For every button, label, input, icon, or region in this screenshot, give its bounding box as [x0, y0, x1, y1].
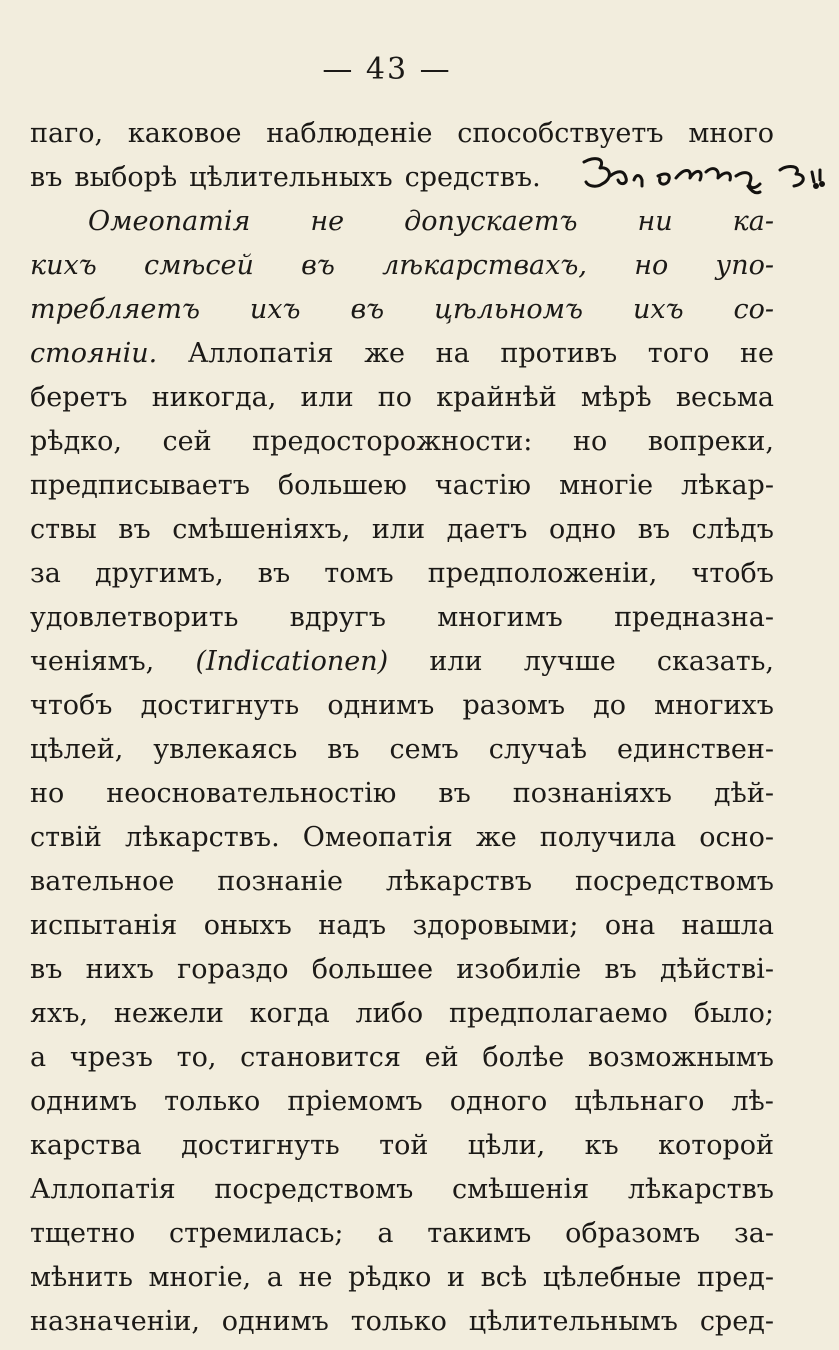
word: цѣлей, — [30, 734, 124, 765]
word: а — [30, 1042, 47, 1073]
word: дѣй- — [713, 778, 774, 809]
text-line — [30, 948, 774, 992]
text-line — [30, 1080, 774, 1124]
word: нихъ — [85, 954, 154, 985]
word: дѣйстві- — [660, 954, 774, 985]
word: ченіямъ, — [30, 646, 155, 677]
word: лѣкарствъ — [385, 866, 533, 897]
word: крайнѣй — [436, 382, 557, 413]
word: гораздо — [177, 954, 289, 985]
word: одно — [549, 514, 617, 545]
word: всѣ — [480, 1262, 528, 1293]
word: нашла — [681, 910, 774, 941]
word: однимъ — [221, 1306, 329, 1337]
word: лѣкарствъ — [627, 1174, 774, 1205]
word: вопреки, — [647, 426, 774, 457]
word: стояніи. — [30, 338, 158, 369]
word: только — [164, 1086, 261, 1117]
text-line — [30, 1036, 774, 1080]
word: либо — [355, 998, 424, 1029]
word: но — [572, 426, 608, 457]
word: даетъ — [446, 514, 528, 545]
word: здоровыми; — [412, 910, 579, 941]
word: способствуетъ — [457, 118, 664, 149]
word: Аллопатія — [187, 338, 334, 369]
word: допускаетъ — [404, 206, 578, 237]
word: вдругъ — [289, 602, 386, 633]
word: тщетно — [30, 1218, 136, 1249]
word: много — [688, 118, 774, 149]
text-line — [30, 464, 774, 508]
word: предположеніи, — [427, 558, 658, 589]
word: по — [377, 382, 413, 413]
word: выборѣ — [74, 162, 178, 193]
word: чтобъ — [691, 558, 774, 589]
word: сред- — [699, 1306, 774, 1337]
text-line — [30, 640, 774, 684]
word: же — [475, 822, 517, 853]
word: и — [447, 1262, 465, 1293]
word: достигнуть — [181, 1130, 340, 1161]
word: же — [364, 338, 406, 369]
text-line — [30, 772, 774, 816]
word: въ — [604, 954, 637, 985]
text-line — [30, 728, 774, 772]
text-line — [30, 1168, 774, 1212]
word: другимъ, — [94, 558, 224, 589]
word: предписываетъ — [30, 470, 250, 501]
word: однимъ — [327, 690, 435, 721]
word: ни — [637, 206, 673, 237]
word: за- — [734, 1218, 774, 1249]
word: то, — [176, 1042, 217, 1073]
word: познаніяхъ — [512, 778, 672, 809]
word: ихъ — [632, 294, 684, 325]
word: образомъ — [565, 1218, 701, 1249]
word: смѣсей — [144, 250, 254, 281]
word: цѣлительныхъ — [189, 162, 393, 193]
word: оныхъ — [203, 910, 292, 941]
text-line — [30, 1300, 774, 1344]
word: смѣшенія — [452, 1174, 590, 1205]
word: къ — [584, 1130, 619, 1161]
word: ка- — [732, 206, 774, 237]
word: пред- — [696, 1262, 774, 1293]
word: ихъ — [249, 294, 301, 325]
word: она — [604, 910, 656, 941]
word: средствъ. — [404, 162, 541, 193]
text-line — [30, 992, 774, 1036]
word: одного — [449, 1086, 548, 1117]
word: частію — [434, 470, 532, 501]
word: требляетъ — [30, 294, 200, 325]
word: вательное — [30, 866, 175, 897]
word: большею — [277, 470, 407, 501]
word: лѣкар- — [681, 470, 774, 501]
word: въ — [350, 294, 385, 325]
word: только — [350, 1306, 447, 1337]
word: получила — [539, 822, 677, 853]
word: многіе — [559, 470, 654, 501]
word: удовлетворить — [30, 602, 239, 633]
text-line — [30, 288, 774, 332]
word: яхъ, — [30, 998, 89, 1029]
text-line — [30, 508, 774, 552]
word: Омеопатія — [88, 206, 251, 237]
word: слѣдъ — [691, 514, 774, 545]
text-line — [30, 1212, 774, 1256]
text-line — [30, 684, 774, 728]
text-line — [30, 1124, 774, 1168]
word: никогда, — [151, 382, 277, 413]
word: нежели — [113, 998, 224, 1029]
body-text — [30, 112, 774, 1344]
word: въ — [637, 514, 671, 545]
word: ей — [424, 1042, 459, 1073]
word: на — [435, 338, 470, 369]
word: предосторожности: — [252, 426, 533, 457]
word: многіе, — [148, 1262, 252, 1293]
word: кихъ — [30, 250, 97, 281]
text-line — [30, 596, 774, 640]
word: лѣкарствахъ, — [382, 250, 587, 281]
word: Аллопатія — [30, 1174, 176, 1205]
word: а — [266, 1262, 283, 1293]
word: познаніе — [217, 866, 343, 897]
word: пріемомъ — [287, 1086, 423, 1117]
word: которой — [658, 1130, 774, 1161]
word: цѣлебные — [542, 1262, 682, 1293]
word: назначеніи, — [30, 1306, 200, 1337]
word: въ — [30, 954, 63, 985]
text-line — [30, 552, 774, 596]
word: рѣдко, — [30, 426, 122, 457]
word: стремилась; — [169, 1218, 344, 1249]
word: не — [298, 1262, 333, 1293]
handwriting-scribble-icon — [580, 150, 839, 200]
word: весьма — [675, 382, 774, 413]
word: (Indicationen) — [195, 646, 389, 677]
word: такимъ — [427, 1218, 532, 1249]
word: сей — [162, 426, 212, 457]
word: не — [740, 338, 774, 369]
word: упо- — [715, 250, 774, 281]
word: лѣкарствъ. — [124, 822, 280, 853]
text-line — [30, 332, 774, 376]
word: изобиліе — [456, 954, 582, 985]
word: въ — [30, 162, 63, 193]
handwritten-marginal-note — [580, 150, 839, 200]
word: мѣрѣ — [580, 382, 652, 413]
word: или — [300, 382, 354, 413]
word: надъ — [318, 910, 387, 941]
word: цѣлительнымъ — [468, 1306, 678, 1337]
word: мѣнить — [30, 1262, 133, 1293]
word: въ — [438, 778, 471, 809]
word: ствы — [30, 514, 97, 545]
word: посредствомъ — [575, 866, 774, 897]
word: или — [429, 646, 483, 677]
word: сказать, — [656, 646, 774, 677]
word: болѣе — [482, 1042, 565, 1073]
word: увлекаясь — [153, 734, 298, 765]
word: однимъ — [30, 1086, 138, 1117]
word: но — [30, 778, 65, 809]
text-line — [30, 376, 774, 420]
word: ствій — [30, 822, 102, 853]
word: было; — [693, 998, 774, 1029]
word: семъ — [389, 734, 459, 765]
word: большее — [311, 954, 434, 985]
word: за — [30, 558, 61, 589]
word: цѣльномъ — [434, 294, 584, 325]
word: карства — [30, 1130, 142, 1161]
text-line — [30, 244, 774, 288]
word: возможнымъ — [588, 1042, 774, 1073]
word: испытанія — [30, 910, 178, 941]
word: становится — [240, 1042, 401, 1073]
page-number: — 43 — — [322, 52, 452, 87]
word: достигнуть — [140, 690, 300, 721]
text-line — [30, 1256, 774, 1300]
word: цѣльнаго — [574, 1086, 705, 1117]
text-line — [30, 860, 774, 904]
word: предназна- — [614, 602, 774, 633]
word: Омеопатія — [302, 822, 453, 853]
word: смѣшеніяхъ, — [172, 514, 351, 545]
word: паго, — [30, 118, 104, 149]
word: наблюденіе — [266, 118, 433, 149]
word: но — [634, 250, 669, 281]
word: въ — [301, 250, 335, 281]
text-line — [30, 904, 774, 948]
text-line — [30, 816, 774, 860]
word: единствен- — [617, 734, 774, 765]
word: томъ — [324, 558, 394, 589]
word: до — [593, 690, 627, 721]
word: или — [371, 514, 426, 545]
word: лучше — [523, 646, 616, 677]
word: со- — [733, 294, 774, 325]
word: чтобъ — [30, 690, 113, 721]
word: противъ — [500, 338, 618, 369]
word: предполагаемо — [449, 998, 668, 1029]
word: случаѣ — [488, 734, 588, 765]
word: каковое — [127, 118, 242, 149]
word: того — [647, 338, 710, 369]
word: чрезъ — [69, 1042, 153, 1073]
word: лѣ- — [731, 1086, 774, 1117]
word: цѣли, — [467, 1130, 546, 1161]
word: посредствомъ — [214, 1174, 414, 1205]
word: многихъ — [654, 690, 774, 721]
word: когда — [249, 998, 330, 1029]
word: въ — [257, 558, 291, 589]
word: многимъ — [437, 602, 563, 633]
word: рѣдко — [348, 1262, 432, 1293]
word: беретъ — [30, 382, 128, 413]
word: осно- — [699, 822, 774, 853]
word: неосновательностію — [106, 778, 397, 809]
word: въ — [327, 734, 360, 765]
text-line — [30, 200, 774, 244]
word: а — [377, 1218, 394, 1249]
text-line — [30, 420, 774, 464]
word: разомъ — [462, 690, 566, 721]
word: не — [310, 206, 345, 237]
word: той — [379, 1130, 429, 1161]
word: въ — [118, 514, 151, 545]
